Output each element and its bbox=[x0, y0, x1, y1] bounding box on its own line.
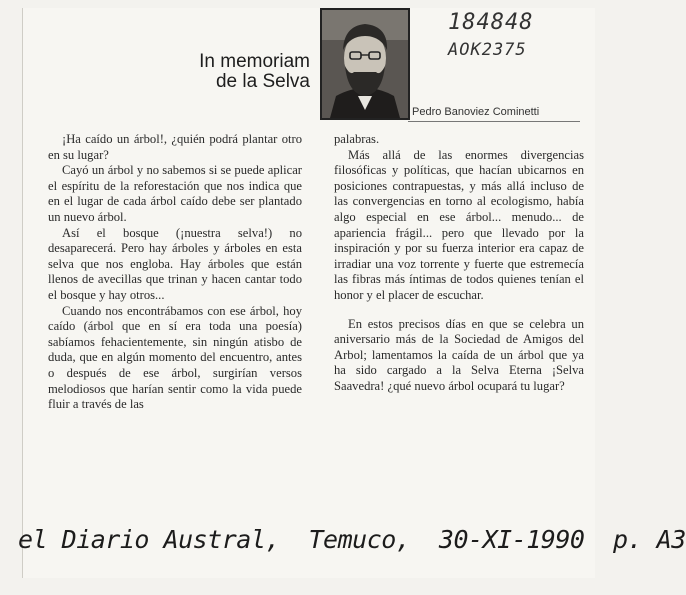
paragraph: Más allá de las enormes divergencias filosóficas y políticas, que hacían ubicarnos en posiciones contrapuestas, y más allá incluso de las convergencias en torno al ecologismo, había algo especial en ese árbol... menudo... de apariencia frágil... pero que llevado por la inspiración y por su fuerza interior era capaz de irradiar una voz torrente y fuerte que estremecía las fibras más íntimas de todos quienes tenían el honor y el placer de escuchar. bbox=[334, 147, 584, 302]
archive-code: AOK2375 bbox=[448, 40, 527, 60]
source-city: Temuco, bbox=[308, 525, 411, 554]
handwritten-source-note bbox=[18, 525, 686, 554]
paragraph: En estos precisos días en que se celebra un aniversario más de la Sociedad de Amigos del Arbol; lamentamos la caída de un árbol que ya ha sido cargado a la Selva Eterna ¡Selva Saavedra! ¿qué nuevo árbol ocupará tu lugar? bbox=[334, 316, 584, 393]
author-portrait-icon bbox=[322, 10, 408, 118]
paragraph: palabras. bbox=[334, 132, 380, 146]
paragraph: Cayó un árbol y no sabemos si se puede aplicar el espíritu de la reforestación que nos indica que en el lugar de cada árbol caído debe ser plantado un nuevo árbol. bbox=[48, 163, 302, 224]
source-date: 30-XI-1990 bbox=[438, 525, 585, 554]
archive-number: 184848 bbox=[448, 10, 534, 35]
article-column-1 bbox=[48, 132, 302, 413]
paragraph: Cuando nos encontrábamos con ese árbol, hoy caído (árbol que en sí era toda una poesía) sabíamos fehacientemente, sin ningún atisbo de duda, que en algún momento del encuentro, antes o después de ese árbol, surgirían versos melodiosos que harían sentir como la vida puede fluir a través de las bbox=[48, 303, 302, 412]
article-column-2 bbox=[334, 132, 584, 395]
article-title-line-1: In memoriam bbox=[199, 51, 310, 72]
article-title bbox=[170, 52, 310, 92]
paragraph: Así el bosque (¡nuestra selva!) no desaparecerá. Pero hay árboles y árboles en esta selva que nos engloba. Hay árboles que están llenos de avecillas que trinan y hacen cantar todo el bosque y hay otros... bbox=[48, 225, 302, 302]
paragraph: ¡Ha caído un árbol!, ¿quién podrá plantar otro en su lugar? bbox=[48, 132, 302, 162]
article-title-line-2: de la Selva bbox=[215, 71, 310, 92]
byline-rule bbox=[408, 121, 580, 122]
source-newspaper: el Diario Austral, bbox=[18, 525, 280, 554]
source-page: p. A3 bbox=[613, 525, 686, 554]
author-byline: Pedro Banoviez Cominetti bbox=[412, 106, 540, 118]
author-portrait-photo bbox=[320, 8, 410, 120]
